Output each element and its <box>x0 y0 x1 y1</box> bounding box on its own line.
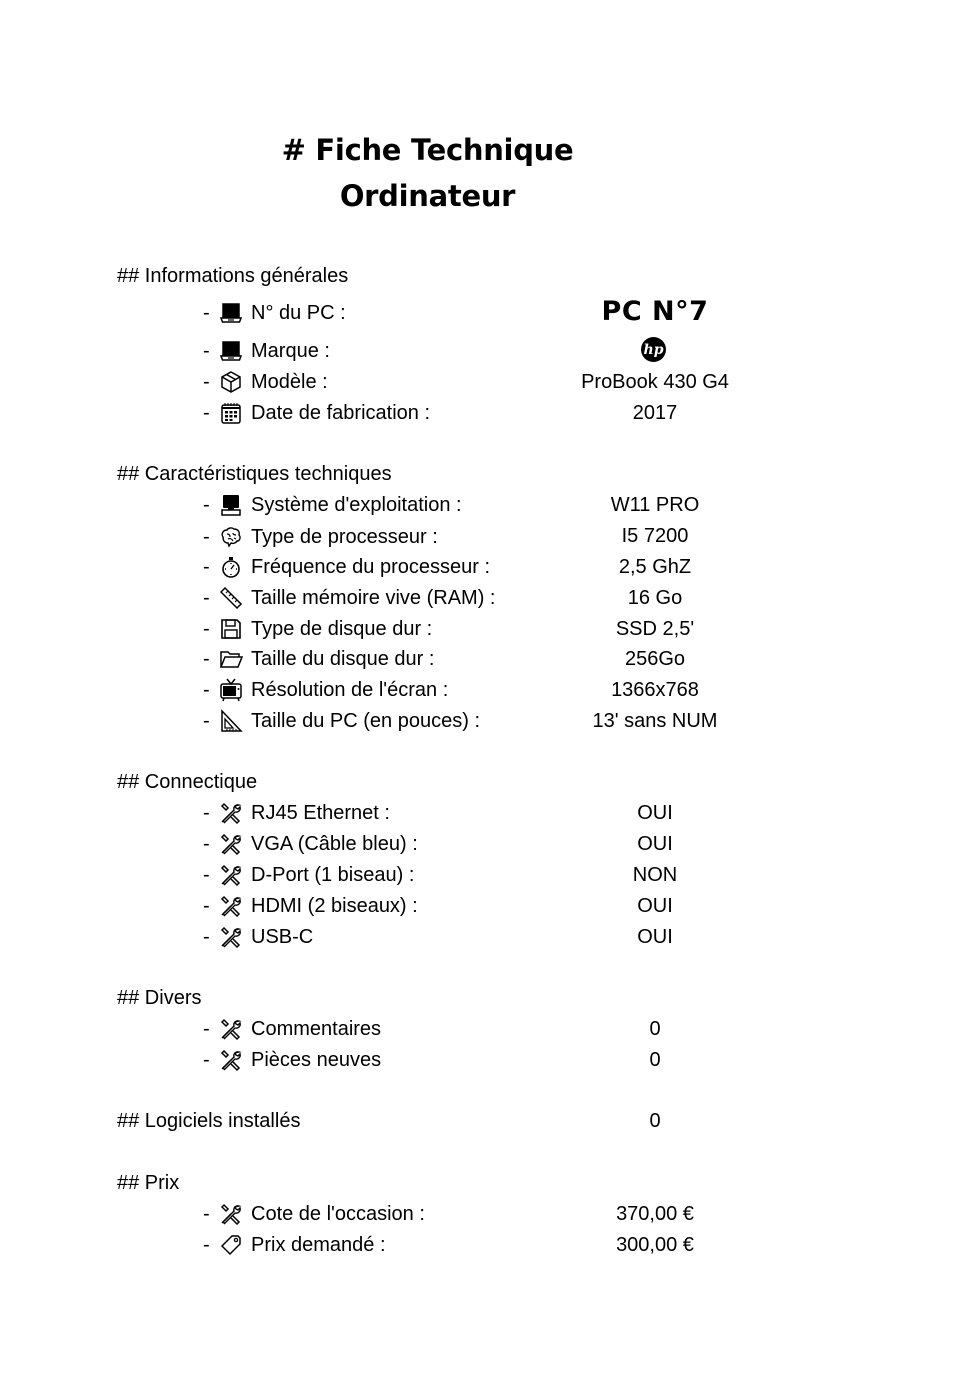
row-asking-price <box>203 1232 386 1258</box>
folder-icon <box>219 647 245 671</box>
row-usbc <box>203 924 313 950</box>
value-asking-price: 300,00 € <box>616 1234 694 1256</box>
tools-icon <box>219 1048 245 1072</box>
row-disk-type <box>203 616 432 642</box>
bullet-dash: - <box>203 301 210 324</box>
bullet-dash: - <box>203 1233 210 1256</box>
value-used-rating: 370,00 € <box>616 1203 694 1225</box>
row-model <box>203 369 328 395</box>
row-screen-resolution <box>203 677 448 703</box>
value-software: 0 <box>649 1110 661 1132</box>
tools-icon <box>219 1202 245 1226</box>
tools-icon <box>219 801 245 825</box>
value-screen-resolution: 1366x768 <box>611 679 699 701</box>
bullet-dash: - <box>203 525 210 548</box>
value-comments: 0 <box>649 1018 661 1040</box>
laptop-icon <box>219 339 245 363</box>
section-heading-connectique: ## Connectique <box>117 771 258 793</box>
row-vga <box>203 831 418 857</box>
title-line-2: Ordinateur <box>339 179 516 213</box>
row-comments <box>203 1016 381 1042</box>
section-heading-software: ## Logiciels installés <box>117 1110 301 1132</box>
tools-icon <box>219 832 245 856</box>
package-icon <box>219 370 245 394</box>
ruler-icon <box>219 586 245 610</box>
tools-icon <box>219 863 245 887</box>
label-ram: Taille mémoire vive (RAM) : <box>251 586 496 609</box>
label-cpu-frequency: Fréquence du processeur : <box>251 555 491 578</box>
value-vga: OUI <box>637 833 673 855</box>
row-cpu-type <box>203 524 438 550</box>
bullet-dash: - <box>203 925 210 948</box>
value-pc-size: 13' sans NUM <box>592 710 718 732</box>
row-new-parts <box>203 1047 381 1073</box>
row-disk-size <box>203 646 434 672</box>
bullet-dash: - <box>203 586 210 609</box>
label-dport: D-Port (1 biseau) : <box>251 863 415 886</box>
label-cpu-type: Type de processeur : <box>251 525 438 548</box>
value-new-parts: 0 <box>649 1049 661 1071</box>
value-model: ProBook 430 G4 <box>581 371 729 393</box>
bullet-dash: - <box>203 1017 210 1040</box>
section-heading-price: ## Prix <box>117 1172 180 1194</box>
bullet-dash: - <box>203 709 210 732</box>
value-manufacture-date: 2017 <box>632 402 678 424</box>
hp-logo-icon: hp <box>641 337 666 362</box>
value-cpu-type: I5 7200 <box>621 525 689 547</box>
label-usbc: USB-C <box>251 925 314 948</box>
section-heading-divers: ## Divers <box>117 987 202 1009</box>
price-tag-icon <box>219 1233 245 1257</box>
bullet-dash: - <box>203 1202 210 1225</box>
value-dport: NON <box>632 864 678 886</box>
row-pc-size <box>203 708 480 734</box>
laptop-icon <box>219 301 245 325</box>
bullet-dash: - <box>203 832 210 855</box>
television-icon <box>219 678 245 702</box>
triangular-ruler-icon <box>219 709 245 733</box>
label-pc-size: Taille du PC (en pouces) : <box>251 709 481 732</box>
section-heading-specs: ## Caractéristiques techniques <box>117 463 392 485</box>
desktop-computer-icon <box>219 493 245 517</box>
bullet-dash: - <box>203 339 210 362</box>
row-brand <box>203 338 330 364</box>
label-asking-price: Prix demandé : <box>251 1233 386 1256</box>
section-heading-general: ## Informations générales <box>117 265 349 287</box>
bullet-dash: - <box>203 678 210 701</box>
bullet-dash: - <box>203 647 210 670</box>
brain-icon <box>219 525 245 549</box>
value-os: W11 PRO <box>610 494 700 516</box>
bullet-dash: - <box>203 863 210 886</box>
label-comments: Commentaires <box>251 1017 382 1040</box>
value-usbc: OUI <box>637 926 673 948</box>
label-hdmi: HDMI (2 biseaux) : <box>251 894 418 917</box>
row-used-rating <box>203 1201 425 1227</box>
tools-icon <box>219 1017 245 1041</box>
label-new-parts: Pièces neuves <box>251 1048 382 1071</box>
calendar-icon <box>219 401 245 425</box>
value-pc-number: PC N°7 <box>601 296 709 327</box>
tools-icon <box>219 925 245 949</box>
row-cpu-frequency <box>203 554 490 580</box>
bullet-dash: - <box>203 555 210 578</box>
label-model: Modèle : <box>251 370 328 393</box>
value-hdmi: OUI <box>637 895 673 917</box>
bullet-dash: - <box>203 370 210 393</box>
title-line-1: # Fiche Technique <box>281 133 574 167</box>
value-ram: 16 Go <box>627 587 683 609</box>
bullet-dash: - <box>203 617 210 640</box>
label-pc-number: N° du PC : <box>251 301 346 324</box>
bullet-dash: - <box>203 801 210 824</box>
bullet-dash: - <box>203 493 210 516</box>
row-ram <box>203 585 495 611</box>
label-screen-resolution: Résolution de l'écran : <box>251 678 449 701</box>
row-pc-number <box>203 300 346 326</box>
stopwatch-icon <box>219 555 245 579</box>
bullet-dash: - <box>203 894 210 917</box>
bullet-dash: - <box>203 1048 210 1071</box>
label-disk-type: Type de disque dur : <box>251 617 433 640</box>
value-rj45: OUI <box>637 802 673 824</box>
label-vga: VGA (Câble bleu) : <box>251 832 418 855</box>
floppy-disk-icon <box>219 617 245 641</box>
label-manufacture-date: Date de fabrication : <box>251 401 430 424</box>
value-disk-size: 256Go <box>624 648 686 670</box>
row-manufacture-date <box>203 400 430 426</box>
value-cpu-frequency: 2,5 GhZ <box>618 556 692 578</box>
tools-icon <box>219 894 245 918</box>
row-os <box>203 492 462 518</box>
bullet-dash: - <box>203 401 210 424</box>
label-disk-size: Taille du disque dur : <box>251 647 435 670</box>
label-brand: Marque : <box>251 339 330 362</box>
row-dport <box>203 862 414 888</box>
label-used-rating: Cote de l'occasion : <box>251 1202 425 1225</box>
label-os: Système d'exploitation : <box>251 493 462 516</box>
label-rj45: RJ45 Ethernet : <box>251 801 390 824</box>
row-rj45 <box>203 800 390 826</box>
value-disk-type: SSD 2,5' <box>615 618 695 640</box>
row-hdmi <box>203 893 418 919</box>
